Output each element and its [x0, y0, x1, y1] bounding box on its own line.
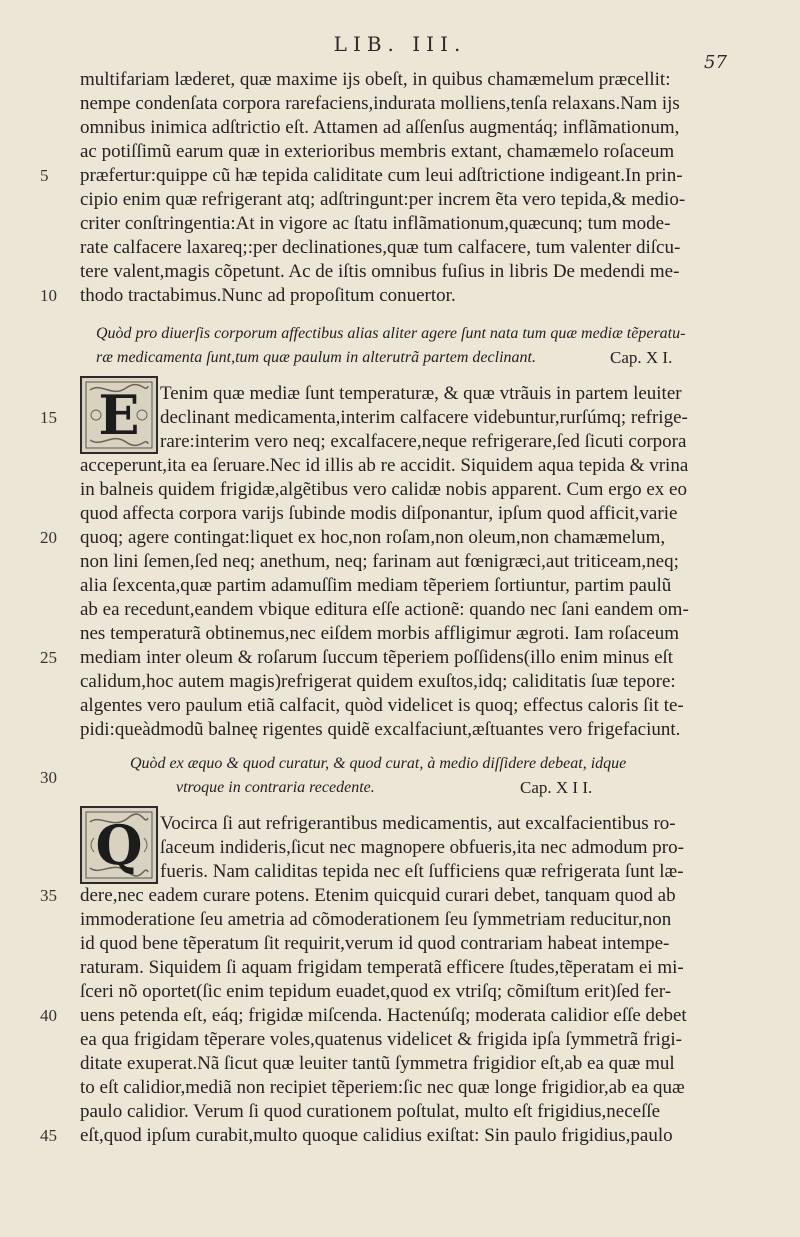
- chapter-number: Cap. X I.: [610, 348, 673, 367]
- text-line: rate calfacere laxareq;:per declinationes,quæ tum calfacere, tum valenter diſcu-: [80, 237, 681, 258]
- text-line: Tenim quæ mediæ ſunt temperaturæ, & quæ vtrãuis in partem leuiter: [160, 383, 682, 404]
- decorated-initial-e: [80, 376, 158, 454]
- text-line: multifariam læderet, quæ maxime ijs obeſt, in quibus chamæmelum præcellit:: [80, 69, 671, 90]
- text-line: ea qua frigidam tẽperare voles,quatenus videlicet & frigida ipſa ſymmetrã frigi-: [80, 1029, 682, 1050]
- text-line: non lini ſemen,ſed neq; anethum, neq; farinam aut fœnigræci,aut triticeam,neq;: [80, 551, 679, 572]
- text-line: præfertur:quippe cũ hæ tepida caliditate cum leui adſtrictione indigeant.In prin-: [80, 165, 683, 186]
- text-line: paulo calidior. Verum ſi quod curationem poſtulat, multo eſt frigidius,neceſſe: [80, 1101, 661, 1122]
- decorated-initial-q: [80, 806, 158, 884]
- text-line: eſt,quod ipſum curabit,multo quoque calidius exiſtat: Sin paulo frigidius,paulo: [80, 1125, 673, 1146]
- text-line: uens petenda eſt, eáq; frigidæ miſcenda. Hactenúſq; moderata calidior eſſe debet: [80, 1005, 687, 1026]
- line-number: 40: [40, 1006, 57, 1025]
- text-line: immoderatione ſeu ametria ad cõmoderationem ſeu ſymmetriam reducitur,non: [80, 909, 672, 930]
- text-line: ſaceum indideris,ſicut nec magnopere obfueris,ita nec admodum pro-: [160, 837, 684, 858]
- line-number: 5: [40, 166, 49, 185]
- text-line: quoq; agere contingat:liquet ex hoc,non roſam,non oleum,non chamæmelum,: [80, 527, 666, 548]
- chapter-heading-line: Quòd pro diuerſis corporum affectibus alias aliter agere ſunt nata tum quæ mediæ tẽperatu-: [96, 325, 686, 342]
- text-line: id quod bene tẽperatum ſit requirit,verum id quod contrariam habeat intempe-: [80, 933, 670, 954]
- chapter-number: Cap. X I I.: [520, 778, 593, 797]
- folio-number: 57: [704, 52, 727, 73]
- text-line: ſceri nõ oportet(ſic enim tepidum euadet,quod ex vtriſq; cõmiſtum erit)ſed fer-: [80, 981, 672, 1002]
- text-line: algentes vero paulum etiã calfacit, quòd videlicet is quoq; effectus caloris ſit te-: [80, 695, 684, 716]
- line-number: 30: [40, 768, 57, 787]
- text-line: to eſt calidior,mediã non recipiet tẽperiem:ſic nec quæ longe frigidior,ab ea quæ: [80, 1077, 685, 1098]
- text-line: quod affecta corpora varijs ſubinde modis diſponantur, ipſum quod afficit,varie: [80, 503, 678, 524]
- chapter-heading-line: Quòd ex æquo & quod curatur, & quod curat, à medio diſſidere debeat, idque: [130, 755, 627, 772]
- line-number: 45: [40, 1126, 57, 1145]
- chapter-heading-line: vtroque in contraria recedente.: [176, 779, 375, 796]
- text-line: ditate exuperat.Nã ſicut quæ leuiter tantũ ſymmetra frigidior eſt,ab ea quæ mul: [80, 1053, 675, 1074]
- text-line: alia ſexcenta,quæ partim adamuſſim mediam tẽperiem ſortiuntur, partim paulũ: [80, 575, 672, 596]
- initial-letter: Q: [95, 813, 143, 877]
- text-line: cipio enim quæ refrigerant atq; adſtringunt:per increm ẽta vero tepida,& medio-: [80, 189, 686, 210]
- text-line: nes temperaturã obtinemus,nec eiſdem morbis affligimur ægroti. Iam roſaceum: [80, 623, 680, 644]
- line-number: 15: [40, 408, 57, 427]
- text-line: criter conſtringentia:At in vigore ac ſtatu inflãmationum,quæcunq; tum mode-: [80, 213, 671, 234]
- text-line: fueris. Nam caliditas tepida nec eſt ſufficiens quæ refrigerata ſunt læ-: [160, 861, 684, 882]
- text-line: nempe condenſata corpora rarefaciens,indurata molliens,tenſa relaxans.Nam ijs: [80, 93, 680, 114]
- line-number: 20: [40, 528, 57, 547]
- text-line: in balneis quidem frigidæ,algẽtibus vero calidæ nobis apparent. Cum ergo ex eo: [80, 479, 687, 500]
- text-line: thodo tractabimus.Nunc ad propoſitum conuertor.: [80, 285, 456, 306]
- text-line: dere,nec eadem curare potens. Etenim quicquid curari debet, tanquam quod ab: [80, 885, 676, 906]
- text-line: ac potiſſimũ earum quæ in exterioribus membris extant, chamæmelo roſaceum: [80, 141, 675, 162]
- text-line: Vocirca ſi aut refrigerantibus medicamentis, aut excalfacientibus ro-: [160, 813, 676, 834]
- text-line: tere valent,magis cõpetunt. Ac de iſtis omnibus fuſius in libris De medendi me-: [80, 261, 680, 282]
- initial-letter: E: [98, 383, 140, 447]
- text-line: mediam inter oleum & roſarum ſuccum tẽperiem poſſidens(illo enim minus eſt: [80, 647, 674, 668]
- line-number: 10: [40, 286, 57, 305]
- text-line: pidi:queàdmodũ balneę rigentes quidẽ excalfaciunt,æſtuantes vero frigefaciunt.: [80, 719, 681, 740]
- text-line: declinant medicamenta,interim calfacere videbuntur,rurſúmq; refrige-: [160, 407, 688, 428]
- text-line: omnibus inimica adſtrictio eſt. Attamen ad aſſenſus augmentáq; inflãmationum,: [80, 117, 680, 138]
- chapter-heading-line: ræ medicamenta ſunt,tum quæ paulum in alterutrã partem declinant.: [96, 349, 536, 366]
- text-line: calidum,hoc autem magis)refrigerat quidem exuſtos,idq; caliditatis ſuæ tepore:: [80, 671, 676, 692]
- line-number: 35: [40, 886, 57, 905]
- text-line: raturam. Siquidem ſi aquam frigidam temperatã efficere ſtudes,tẽperatam ei mi-: [80, 957, 684, 978]
- text-line: ab ea recedunt,eandem vbique editura eſſe actionẽ: quando nec ſani eandem om-: [80, 599, 689, 620]
- text-line: rare:interim vero neq; excalfacere,neque refrigerare,ſed ſicuti corpora: [160, 431, 687, 452]
- line-number: 25: [40, 648, 57, 667]
- running-head: LIB. III.: [333, 32, 467, 56]
- text-line: acceperunt,ita ea ſeruare.Nec id illis ab re accidit. Siquidem aqua tepida & vrina: [80, 455, 689, 476]
